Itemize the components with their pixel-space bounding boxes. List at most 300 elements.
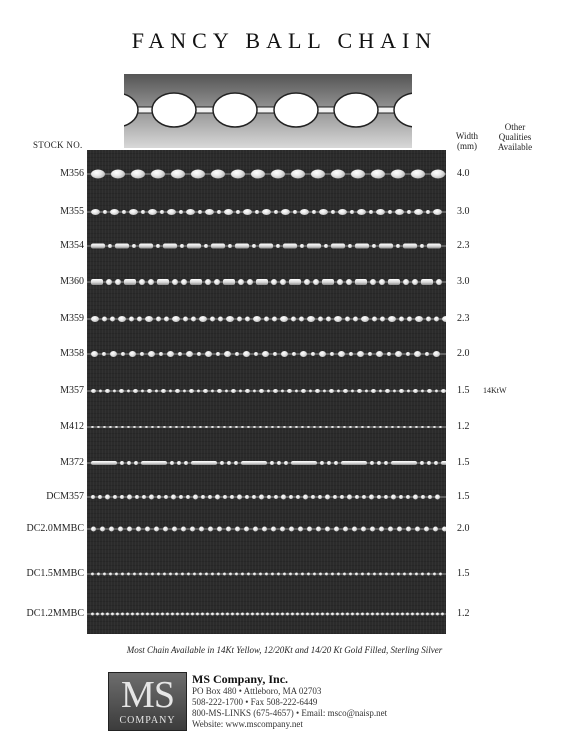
chain-bead bbox=[102, 352, 106, 356]
chain-bead bbox=[253, 316, 261, 322]
chain-bead bbox=[118, 316, 126, 322]
chain-bead bbox=[272, 317, 277, 322]
chain-bead bbox=[224, 351, 231, 357]
chain-bead bbox=[426, 317, 431, 322]
chain-bead bbox=[259, 426, 262, 428]
chain-bead bbox=[108, 244, 112, 248]
company-contact: 800-MS-LINKS (675-4657) • Email: msco@naisp.net bbox=[192, 708, 388, 718]
chain-bead bbox=[309, 390, 312, 393]
chain-bead bbox=[148, 351, 155, 357]
chain-bead bbox=[277, 426, 280, 428]
chain-sample-dcm357 bbox=[87, 490, 446, 504]
chain-bead bbox=[436, 613, 439, 616]
chain-bead bbox=[334, 527, 339, 532]
chain-bead bbox=[406, 352, 410, 356]
chain-bead bbox=[331, 244, 345, 249]
chain-bead bbox=[351, 390, 354, 393]
chain-bead bbox=[318, 495, 322, 499]
chain-bead bbox=[231, 389, 236, 393]
chain-bead bbox=[388, 279, 400, 285]
chain-bead bbox=[109, 573, 112, 576]
chain-bead bbox=[371, 613, 374, 616]
chain-bead bbox=[326, 613, 329, 616]
chain-bead bbox=[139, 573, 142, 576]
chain-bead bbox=[129, 317, 134, 322]
chain-bead bbox=[370, 279, 376, 285]
chain-bead bbox=[379, 279, 385, 285]
chain-bead bbox=[157, 279, 169, 285]
chain-bead bbox=[369, 495, 374, 500]
chain-bead bbox=[163, 244, 177, 249]
chain-bead bbox=[137, 317, 142, 322]
chain-bead bbox=[427, 244, 441, 249]
chain-bead bbox=[343, 527, 348, 532]
chain-bead bbox=[311, 613, 314, 616]
chain-bead bbox=[281, 613, 284, 616]
chain-bead bbox=[298, 527, 303, 532]
chain-bead bbox=[333, 495, 337, 499]
chain-bead bbox=[325, 495, 330, 500]
other-quality: 14KtW bbox=[483, 386, 507, 395]
chain-bead bbox=[265, 573, 268, 576]
chain-bead bbox=[154, 527, 159, 532]
chain-bead bbox=[199, 426, 202, 428]
chain-bead bbox=[421, 613, 424, 616]
width-value: 1.5 bbox=[457, 385, 470, 396]
chain-bead bbox=[267, 390, 270, 393]
chain-bead bbox=[280, 527, 285, 532]
chain-bead bbox=[216, 613, 219, 616]
chain-bead bbox=[367, 573, 370, 576]
chain-bead bbox=[283, 426, 286, 428]
chain-bead bbox=[306, 613, 309, 616]
chain-bead bbox=[271, 279, 277, 285]
chain-bead bbox=[397, 426, 400, 428]
stock-number: DC2.0MMBC bbox=[26, 523, 84, 534]
chain-bead bbox=[427, 389, 432, 393]
chain-bead bbox=[218, 317, 223, 322]
chain-bead bbox=[271, 426, 274, 428]
chain-bead bbox=[133, 389, 138, 393]
chain-bead bbox=[141, 210, 145, 214]
chain-bead bbox=[191, 461, 217, 465]
chain-bead bbox=[247, 426, 250, 428]
chain-bead bbox=[220, 461, 224, 465]
chain-bead bbox=[196, 613, 199, 616]
company-address: PO Box 480 • Attleboro, MA 02703 bbox=[192, 686, 322, 696]
chain-bead bbox=[181, 279, 187, 285]
chain-bead bbox=[179, 495, 183, 499]
chain-bead bbox=[111, 170, 125, 179]
chain-bead bbox=[205, 351, 212, 357]
chain-bead bbox=[321, 613, 324, 616]
chain-bead bbox=[145, 573, 148, 576]
chain-bead bbox=[91, 244, 105, 249]
stock-number: DC1.2MMBC bbox=[26, 608, 84, 619]
chain-sample-m354 bbox=[87, 239, 446, 253]
chain-bead bbox=[407, 317, 412, 322]
chain-bead bbox=[407, 210, 411, 214]
chain-bead bbox=[151, 613, 154, 616]
chain-bead bbox=[129, 209, 138, 215]
stock-number: M357 bbox=[60, 385, 84, 396]
chain-bead bbox=[229, 426, 232, 428]
chain-bead bbox=[426, 210, 430, 214]
chain-bead bbox=[190, 527, 195, 532]
chain-bead bbox=[113, 390, 116, 393]
chain-bead bbox=[355, 495, 359, 499]
chain-bead bbox=[235, 573, 238, 576]
chain-bead bbox=[388, 527, 393, 532]
chain-bead bbox=[259, 244, 273, 249]
chain-bead bbox=[110, 351, 117, 357]
chain-bead bbox=[109, 426, 112, 428]
chain-bead bbox=[301, 613, 304, 616]
chain-bead bbox=[379, 573, 382, 576]
chain-bead bbox=[134, 461, 138, 465]
chain-bead bbox=[271, 613, 274, 616]
chain-bead bbox=[397, 573, 400, 576]
chain-bead bbox=[318, 317, 323, 322]
chain-bead bbox=[377, 495, 381, 499]
chain-bead bbox=[271, 573, 274, 576]
chain-bead bbox=[384, 461, 388, 465]
chain-bead bbox=[411, 170, 425, 179]
chain-bead bbox=[331, 613, 334, 616]
chain-bead bbox=[376, 613, 379, 616]
chain-bead bbox=[442, 316, 446, 322]
chain-bead bbox=[91, 461, 117, 465]
chain-bead bbox=[337, 279, 343, 285]
chain-bead bbox=[121, 573, 124, 576]
chain-bead bbox=[102, 317, 107, 322]
chain-bead bbox=[187, 426, 190, 428]
chain-bead bbox=[197, 390, 200, 393]
stock-number: M358 bbox=[60, 348, 84, 359]
chain-bead bbox=[399, 317, 404, 322]
chain-bead bbox=[407, 390, 410, 393]
width-value: 1.5 bbox=[457, 457, 470, 468]
other-header-line3: Available bbox=[497, 142, 533, 152]
chain-bead bbox=[320, 461, 324, 465]
chain-bead bbox=[289, 527, 294, 532]
chain-bead bbox=[116, 613, 119, 616]
chain-bead bbox=[433, 351, 440, 357]
chain-bead bbox=[277, 461, 281, 465]
chain-bead bbox=[135, 495, 139, 499]
chain-bead bbox=[221, 613, 224, 616]
chain-bead bbox=[355, 279, 367, 285]
stock-number: M372 bbox=[60, 457, 84, 468]
chain-bead bbox=[385, 389, 390, 393]
chain-bead bbox=[293, 210, 297, 214]
chain-bead bbox=[421, 426, 424, 428]
chain-bead bbox=[420, 461, 424, 465]
chain-bead bbox=[127, 461, 131, 465]
chain-sample-m356 bbox=[87, 167, 446, 181]
chain-bead bbox=[276, 244, 280, 248]
chain-bead bbox=[283, 244, 297, 249]
chain-bead bbox=[172, 279, 178, 285]
chain-bead bbox=[355, 244, 369, 249]
chain-bead bbox=[145, 527, 150, 532]
chain-bead bbox=[337, 573, 340, 576]
page-title: FANCY BALL CHAIN bbox=[131, 28, 438, 53]
chain-bead bbox=[167, 351, 174, 357]
chain-bead bbox=[156, 244, 160, 248]
chain-bead bbox=[377, 461, 381, 465]
other-qualities-header bbox=[490, 122, 540, 152]
chain-bead bbox=[171, 613, 174, 616]
width-value: 3.0 bbox=[457, 276, 470, 287]
chain-bead bbox=[157, 573, 160, 576]
chain-bead bbox=[91, 426, 94, 428]
chain-bead bbox=[139, 244, 153, 249]
chain-bead bbox=[334, 316, 342, 322]
chain-bead bbox=[193, 426, 196, 428]
chain-bead bbox=[433, 573, 436, 576]
chain-bead bbox=[178, 352, 182, 356]
chain-bead bbox=[149, 495, 154, 500]
chain-bead bbox=[145, 426, 148, 428]
chain-bead bbox=[370, 461, 374, 465]
chain-bead bbox=[224, 209, 233, 215]
chain-bead bbox=[421, 495, 425, 499]
chain-bead bbox=[163, 527, 168, 532]
chain-bead bbox=[129, 351, 136, 357]
chain-bead bbox=[141, 613, 144, 616]
chain-bead bbox=[98, 495, 102, 499]
chain-bead bbox=[379, 390, 382, 393]
chain-bead bbox=[367, 426, 370, 428]
chain-bead bbox=[355, 426, 358, 428]
chain-bead bbox=[199, 316, 207, 322]
chain-bead bbox=[181, 573, 184, 576]
chain-samples-panel bbox=[87, 150, 446, 634]
chain-bead bbox=[157, 426, 160, 428]
chain-bead bbox=[372, 317, 377, 322]
chain-bead bbox=[329, 389, 334, 393]
chain-bead bbox=[361, 316, 369, 322]
chain-bead bbox=[319, 573, 322, 576]
width-header-line2: (mm) bbox=[457, 141, 477, 151]
chain-bead bbox=[271, 527, 276, 532]
chain-bead bbox=[433, 209, 442, 215]
chain-bead bbox=[384, 495, 388, 499]
chain-bead bbox=[435, 495, 440, 500]
chain-bead bbox=[441, 461, 446, 465]
chain-bead bbox=[148, 279, 154, 285]
chain-bead bbox=[376, 209, 385, 215]
chain-bead bbox=[186, 351, 193, 357]
chain-bead bbox=[235, 244, 249, 249]
chain-sample-m358 bbox=[87, 347, 446, 361]
chain-bead bbox=[246, 613, 249, 616]
chain-bead bbox=[241, 461, 267, 465]
chain-bead bbox=[234, 461, 238, 465]
chain-bead bbox=[126, 613, 129, 616]
chain-bead bbox=[184, 461, 188, 465]
chain-bead bbox=[133, 426, 136, 428]
chain-bead bbox=[141, 461, 167, 465]
chain-bead bbox=[191, 613, 194, 616]
chain-bead bbox=[324, 244, 328, 248]
chain-bead bbox=[428, 495, 432, 499]
chain-bead bbox=[325, 527, 330, 532]
chain-bead bbox=[161, 389, 166, 393]
chain-bead bbox=[231, 613, 234, 616]
chain-bead bbox=[313, 279, 319, 285]
chain-bead bbox=[391, 573, 394, 576]
chain-bead bbox=[343, 389, 348, 393]
chain-bead bbox=[373, 573, 376, 576]
chain-bead bbox=[431, 613, 434, 616]
chain-bead bbox=[421, 390, 424, 393]
chain-bead bbox=[349, 426, 352, 428]
chain-bead bbox=[175, 573, 178, 576]
stock-no-header: STOCK NO. bbox=[33, 140, 83, 150]
chain-bead bbox=[264, 317, 269, 322]
chain-bead bbox=[105, 389, 110, 393]
chain-bead bbox=[245, 317, 250, 322]
chain-bead bbox=[120, 495, 124, 499]
chain-sample-m360 bbox=[87, 275, 446, 289]
chain-bead bbox=[239, 390, 242, 393]
chain-bead bbox=[256, 279, 268, 285]
chain-bead bbox=[371, 170, 385, 179]
chain-bead bbox=[190, 279, 202, 285]
chain-bead bbox=[274, 210, 278, 214]
chain-bead bbox=[155, 390, 158, 393]
chain-bead bbox=[147, 389, 152, 393]
chain-bead bbox=[341, 613, 344, 616]
chain-bead bbox=[337, 426, 340, 428]
chain-bead bbox=[97, 426, 100, 428]
chain-bead bbox=[388, 210, 392, 214]
chain-bead bbox=[340, 495, 344, 499]
chain-bead bbox=[193, 573, 196, 576]
chain-bead bbox=[191, 170, 205, 179]
chain-bead bbox=[151, 426, 154, 428]
chain-bead bbox=[435, 390, 438, 393]
chain-bead bbox=[301, 573, 304, 576]
chain-sample-dc1.5mmbc bbox=[87, 567, 446, 581]
chain-bead bbox=[91, 389, 96, 393]
chain-bead bbox=[349, 352, 353, 356]
company-logo bbox=[108, 672, 187, 731]
chain-bead bbox=[151, 573, 154, 576]
chain-bead bbox=[211, 426, 214, 428]
chain-bead bbox=[121, 352, 125, 356]
chain-bead bbox=[399, 495, 403, 499]
chain-bead bbox=[413, 389, 418, 393]
chain-bead bbox=[387, 352, 391, 356]
logo-word: COMPANY bbox=[119, 715, 176, 726]
chain-bead bbox=[356, 613, 359, 616]
chain-sample-dc2.0mmbc bbox=[87, 522, 446, 536]
chain-bead bbox=[331, 210, 335, 214]
chain-bead bbox=[118, 527, 123, 532]
chain-bead bbox=[311, 352, 315, 356]
chain-bead bbox=[439, 573, 442, 576]
chain-bead bbox=[151, 170, 165, 179]
chain-bead bbox=[315, 389, 320, 393]
chain-bead bbox=[227, 461, 231, 465]
chain-bead bbox=[235, 352, 239, 356]
chain-bead bbox=[296, 495, 300, 499]
chain-bead bbox=[211, 170, 225, 179]
chain-bead bbox=[201, 613, 204, 616]
chain-bead bbox=[307, 573, 310, 576]
chain-bead bbox=[99, 390, 102, 393]
chain-bead bbox=[391, 461, 417, 465]
chain-bead bbox=[166, 613, 169, 616]
chain-bead bbox=[409, 426, 412, 428]
chain-bead bbox=[111, 613, 114, 616]
chain-bead bbox=[281, 209, 290, 215]
chain-bead bbox=[267, 495, 271, 499]
chain-bead bbox=[179, 210, 183, 214]
width-value: 1.5 bbox=[457, 491, 470, 502]
chain-bead bbox=[211, 390, 214, 393]
chain-bead bbox=[156, 613, 159, 616]
chain-bead bbox=[91, 316, 99, 322]
chain-bead bbox=[368, 352, 372, 356]
chain-bead bbox=[164, 495, 168, 499]
chain-bead bbox=[280, 316, 288, 322]
chain-bead bbox=[223, 426, 226, 428]
chain-bead bbox=[355, 573, 358, 576]
chain-bead bbox=[244, 527, 249, 532]
chain-bead bbox=[136, 527, 141, 532]
chain-bead bbox=[366, 613, 369, 616]
chain-bead bbox=[238, 279, 244, 285]
chain-bead bbox=[262, 209, 271, 215]
chain-bead bbox=[346, 279, 352, 285]
chain-bead bbox=[385, 426, 388, 428]
chain-bead bbox=[226, 613, 229, 616]
stock-number: DCM357 bbox=[46, 491, 84, 502]
chain-bead bbox=[420, 244, 424, 248]
chain-bead bbox=[255, 210, 259, 214]
stock-number: M355 bbox=[60, 206, 84, 217]
chain-bead bbox=[406, 613, 409, 616]
chain-bead bbox=[391, 613, 394, 616]
width-value: 1.2 bbox=[457, 608, 470, 619]
chain-bead bbox=[291, 170, 305, 179]
chain-bead bbox=[441, 613, 444, 616]
chain-bead bbox=[245, 389, 250, 393]
chain-bead bbox=[237, 495, 242, 500]
chain-bead bbox=[175, 426, 178, 428]
chain-bead bbox=[103, 426, 106, 428]
chain-bead bbox=[259, 495, 264, 500]
chain-bead bbox=[161, 613, 164, 616]
chain-bead bbox=[247, 279, 253, 285]
chain-bead bbox=[241, 573, 244, 576]
chain-bead bbox=[351, 613, 354, 616]
chain-bead bbox=[245, 495, 249, 499]
other-header-line1: Other bbox=[504, 122, 526, 132]
chain-bead bbox=[189, 389, 194, 393]
chain-bead bbox=[433, 426, 436, 428]
chain-bead bbox=[291, 317, 296, 322]
chain-bead bbox=[243, 351, 250, 357]
chain-bead bbox=[254, 352, 258, 356]
other-header-line2: Qualities bbox=[498, 132, 532, 142]
chain-bead bbox=[381, 613, 384, 616]
chain-bead bbox=[91, 351, 98, 357]
